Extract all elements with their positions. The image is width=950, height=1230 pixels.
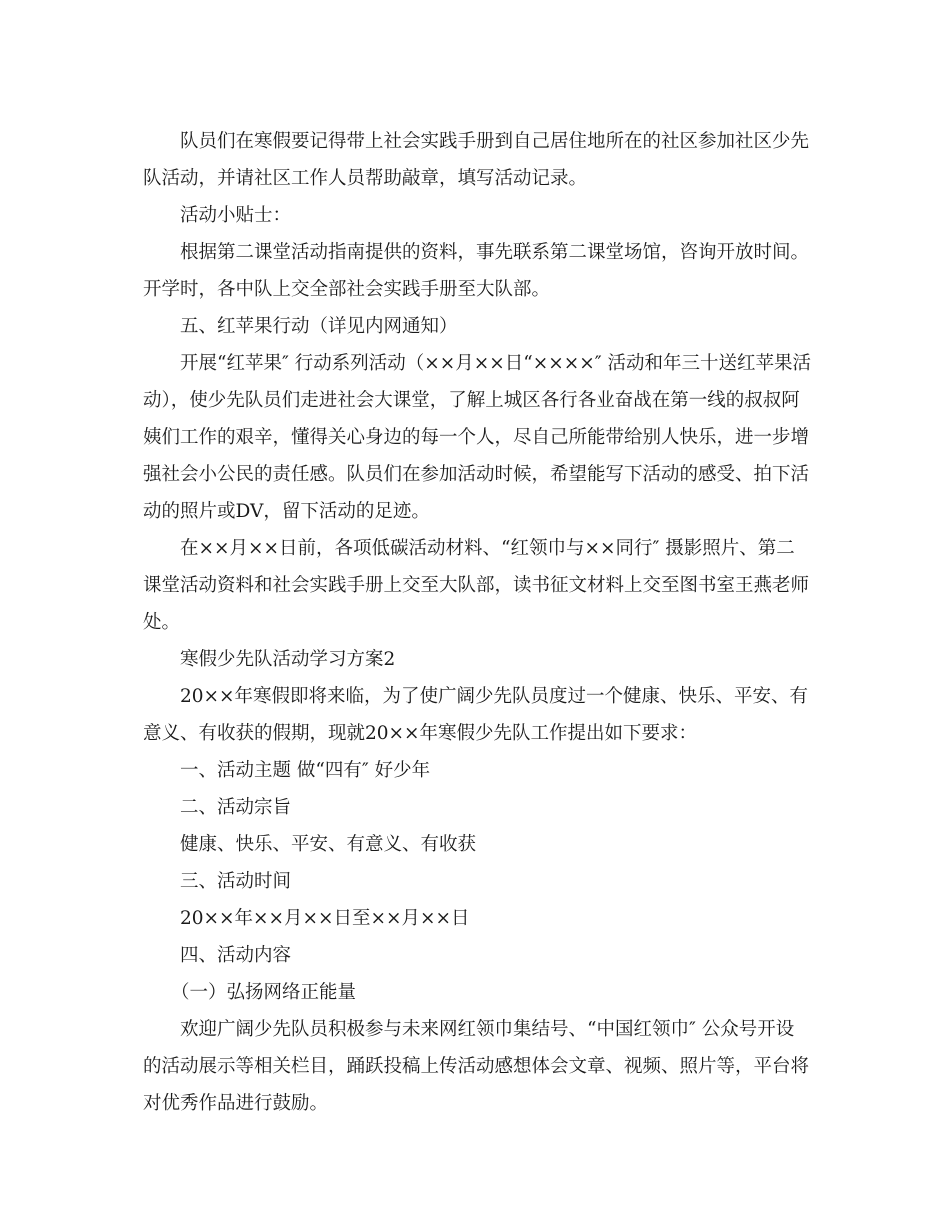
heading-activity-time: 三、活动时间	[180, 871, 292, 892]
paragraph-red-apple-activity: 开展“红苹果″ 行动系列活动（××月××日“××××″ 活动和年三十送红苹果活动），使少先队员们走进社会大课堂，了解上城区各行各业奋战在第一线的叔叔阿姨们工作的艰辛，懂得关心身边的每一个人，尽自己所能带给别人快乐，进一步增强社会小公民的责任感。队员们在参加活动时候，希望能写下活动的感受、拍下活动的照片或DV，留下活动的足迹。	[143, 353, 812, 522]
heading-red-apple: 五、红苹果行动（详见内网通知）	[180, 316, 458, 337]
heading-activity-content: 四、活动内容	[180, 945, 292, 966]
paragraph-second-classroom: 根据第二课堂活动指南提供的资料，事先联系第二课堂场馆，咨询开放时间。开学时，各中队上交全部社会实践手册至大队部。	[143, 242, 810, 300]
paragraph-winter-intro: 20××年寒假即将来临，为了使广阔少先队员度过一个健康、快乐、平安、有意义、有收获的假期，现就20××年寒假少先队工作提出如下要求：	[143, 686, 809, 744]
paragraph-activity-purpose: 健康、快乐、平安、有意义、有收获	[180, 834, 477, 855]
heading-activity-theme: 一、活动主题 做“四有″ 好少年	[180, 760, 431, 781]
document-body	[143, 123, 811, 1122]
paragraph-submission-deadline: 在××月××日前，各项低碳活动材料、“红领巾与××同行″ 摄影照片、第二课堂活动资料和社会实践手册上交至大队部，读书征文材料上交至图书室王燕老师处。	[143, 538, 810, 633]
heading-activity-purpose: 二、活动宗旨	[180, 797, 292, 818]
paragraph-online-participation: 欢迎广阔少先队员积极参与未来网红领巾集结号、“中国红领巾″ 公众号开设的活动展示等相关栏目，踊跃投稿上传活动感想体会文章、视频、照片等，平台将对优秀作品进行鼓励。	[143, 1019, 810, 1114]
heading-positive-energy: （一）弘扬网络正能量	[171, 982, 357, 1003]
paragraph-activity-time: 20××年××月××日至××月××日	[180, 908, 470, 929]
paragraph-community-activity: 队员们在寒假要记得带上社会实践手册到自己居住地所在的社区参加社区少先队活动，并请社区工作人员帮助敲章，填写活动记录。	[143, 131, 810, 189]
heading-plan-2: 寒假少先队活动学习方案2	[180, 649, 396, 670]
paragraph-tips-heading: 活动小贴士：	[180, 205, 292, 226]
